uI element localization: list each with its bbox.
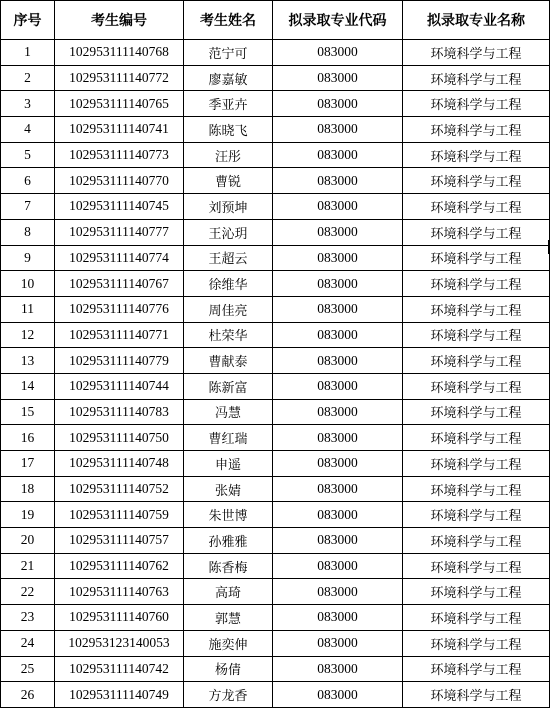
cell-major-name: 环境科学与工程 [403,579,550,605]
cell-candidate-name: 杨倩 [184,656,273,682]
cell-candidate-name: 刘预坤 [184,194,273,220]
cell-seq: 8 [1,219,55,245]
cell-seq: 20 [1,528,55,554]
cell-major-name: 环境科学与工程 [403,656,550,682]
table-row [1,194,550,220]
cell-seq: 5 [1,142,55,168]
cell-major-name: 环境科学与工程 [403,348,550,374]
table-row [1,399,550,425]
cell-seq: 4 [1,117,55,143]
cell-candidate-id: 102953111140750 [55,425,184,451]
table-row [1,605,550,631]
header-major-code: 拟录取专业代码 [273,1,403,40]
cell-candidate-id: 102953111140772 [55,65,184,91]
cell-major-code: 083000 [273,553,403,579]
cell-seq: 17 [1,451,55,477]
cell-major-name: 环境科学与工程 [403,553,550,579]
cell-candidate-name: 方龙香 [184,682,273,708]
cell-major-code: 083000 [273,245,403,271]
table-row [1,322,550,348]
table-row [1,630,550,656]
cell-candidate-name: 郭慧 [184,605,273,631]
cell-candidate-name: 廖嘉敏 [184,65,273,91]
cell-major-code: 083000 [273,476,403,502]
table-row [1,682,550,708]
cell-seq: 7 [1,194,55,220]
cell-major-name: 环境科学与工程 [403,373,550,399]
table-row [1,271,550,297]
cell-major-code: 083000 [273,451,403,477]
cell-major-name: 环境科学与工程 [403,476,550,502]
cell-candidate-name: 徐维华 [184,271,273,297]
table-row [1,245,550,271]
cell-candidate-name: 周佳亮 [184,296,273,322]
cell-seq: 26 [1,682,55,708]
cell-seq: 23 [1,605,55,631]
cell-seq: 12 [1,322,55,348]
cell-candidate-name: 施奕伸 [184,630,273,656]
cell-candidate-name: 张婧 [184,476,273,502]
cell-major-code: 083000 [273,399,403,425]
table-row [1,40,550,66]
cell-major-code: 083000 [273,605,403,631]
cell-major-name: 环境科学与工程 [403,425,550,451]
cell-candidate-id: 102953111140757 [55,528,184,554]
cell-seq: 3 [1,91,55,117]
cell-major-name: 环境科学与工程 [403,91,550,117]
cell-major-name: 环境科学与工程 [403,451,550,477]
cell-major-name: 环境科学与工程 [403,528,550,554]
table-row [1,91,550,117]
cell-major-code: 083000 [273,91,403,117]
header-candidate-id: 考生编号 [55,1,184,40]
header-row [1,1,550,40]
table-row [1,553,550,579]
cell-candidate-id: 102953111140767 [55,271,184,297]
cell-major-name: 环境科学与工程 [403,399,550,425]
table-row [1,476,550,502]
cell-candidate-id: 102953111140763 [55,579,184,605]
cell-candidate-id: 102953111140774 [55,245,184,271]
cell-major-name: 环境科学与工程 [403,502,550,528]
cell-candidate-id: 102953111140783 [55,399,184,425]
cell-candidate-id: 102953111140771 [55,322,184,348]
cell-candidate-name: 曹献泰 [184,348,273,374]
table-row [1,656,550,682]
header-seq: 序号 [1,1,55,40]
cell-major-code: 083000 [273,348,403,374]
cell-major-name: 环境科学与工程 [403,168,550,194]
cell-major-code: 083000 [273,322,403,348]
cell-seq: 6 [1,168,55,194]
cell-seq: 19 [1,502,55,528]
table-row [1,348,550,374]
cell-seq: 18 [1,476,55,502]
cell-candidate-name: 陈香梅 [184,553,273,579]
cell-candidate-id: 102953111140773 [55,142,184,168]
cell-candidate-name: 曹锐 [184,168,273,194]
table-row [1,579,550,605]
table-row [1,528,550,554]
cell-candidate-id: 102953123140053 [55,630,184,656]
cell-seq: 1 [1,40,55,66]
cell-candidate-id: 102953111140762 [55,553,184,579]
cell-seq: 9 [1,245,55,271]
table-row [1,451,550,477]
cell-candidate-id: 102953111140777 [55,219,184,245]
cell-major-name: 环境科学与工程 [403,219,550,245]
table-body [1,40,550,708]
cell-major-code: 083000 [273,579,403,605]
cell-candidate-id: 102953111140749 [55,682,184,708]
cell-candidate-id: 102953111140770 [55,168,184,194]
edge-mark [548,240,549,254]
cell-major-name: 环境科学与工程 [403,194,550,220]
table-row [1,142,550,168]
cell-seq: 25 [1,656,55,682]
cell-major-name: 环境科学与工程 [403,245,550,271]
cell-major-code: 083000 [273,142,403,168]
cell-candidate-name: 范宁可 [184,40,273,66]
cell-major-code: 083000 [273,528,403,554]
cell-candidate-id: 102953111140759 [55,502,184,528]
table-row [1,502,550,528]
cell-major-name: 环境科学与工程 [403,65,550,91]
table-row [1,168,550,194]
cell-major-code: 083000 [273,40,403,66]
table-row [1,65,550,91]
cell-seq: 2 [1,65,55,91]
cell-candidate-id: 102953111140744 [55,373,184,399]
cell-candidate-name: 冯慧 [184,399,273,425]
cell-seq: 24 [1,630,55,656]
cell-candidate-name: 陈晓飞 [184,117,273,143]
cell-candidate-name: 季亚卉 [184,91,273,117]
cell-seq: 14 [1,373,55,399]
cell-candidate-id: 102953111140760 [55,605,184,631]
cell-candidate-name: 汪彤 [184,142,273,168]
cell-major-name: 环境科学与工程 [403,117,550,143]
cell-major-code: 083000 [273,296,403,322]
cell-major-name: 环境科学与工程 [403,322,550,348]
cell-seq: 21 [1,553,55,579]
cell-major-code: 083000 [273,630,403,656]
cell-major-code: 083000 [273,271,403,297]
cell-seq: 16 [1,425,55,451]
cell-candidate-id: 102953111140765 [55,91,184,117]
cell-major-code: 083000 [273,194,403,220]
cell-candidate-name: 王沁玥 [184,219,273,245]
table-row [1,219,550,245]
cell-major-code: 083000 [273,65,403,91]
cell-candidate-id: 102953111140768 [55,40,184,66]
table-row [1,296,550,322]
cell-candidate-name: 王超云 [184,245,273,271]
table-row [1,425,550,451]
cell-major-name: 环境科学与工程 [403,40,550,66]
cell-major-code: 083000 [273,502,403,528]
cell-candidate-name: 杜荣华 [184,322,273,348]
table-row [1,117,550,143]
cell-candidate-name: 高琦 [184,579,273,605]
table-row [1,373,550,399]
cell-major-name: 环境科学与工程 [403,605,550,631]
header-candidate-name: 考生姓名 [184,1,273,40]
cell-seq: 15 [1,399,55,425]
cell-candidate-name: 曹红瑞 [184,425,273,451]
cell-major-name: 环境科学与工程 [403,271,550,297]
cell-candidate-id: 102953111140752 [55,476,184,502]
cell-major-code: 083000 [273,425,403,451]
cell-candidate-id: 102953111140748 [55,451,184,477]
cell-major-code: 083000 [273,656,403,682]
cell-major-code: 083000 [273,219,403,245]
cell-seq: 10 [1,271,55,297]
cell-major-code: 083000 [273,682,403,708]
cell-candidate-name: 申遥 [184,451,273,477]
cell-candidate-name: 孙雅雅 [184,528,273,554]
cell-candidate-name: 朱世博 [184,502,273,528]
cell-candidate-id: 102953111140745 [55,194,184,220]
cell-major-name: 环境科学与工程 [403,630,550,656]
cell-candidate-id: 102953111140776 [55,296,184,322]
cell-major-name: 环境科学与工程 [403,142,550,168]
cell-major-name: 环境科学与工程 [403,682,550,708]
header-major-name: 拟录取专业名称 [403,1,550,40]
cell-candidate-id: 102953111140779 [55,348,184,374]
cell-major-code: 083000 [273,168,403,194]
cell-major-code: 083000 [273,373,403,399]
cell-candidate-name: 陈新富 [184,373,273,399]
cell-candidate-id: 102953111140742 [55,656,184,682]
cell-seq: 11 [1,296,55,322]
cell-major-name: 环境科学与工程 [403,296,550,322]
cell-candidate-id: 102953111140741 [55,117,184,143]
cell-seq: 13 [1,348,55,374]
cell-seq: 22 [1,579,55,605]
cell-major-code: 083000 [273,117,403,143]
